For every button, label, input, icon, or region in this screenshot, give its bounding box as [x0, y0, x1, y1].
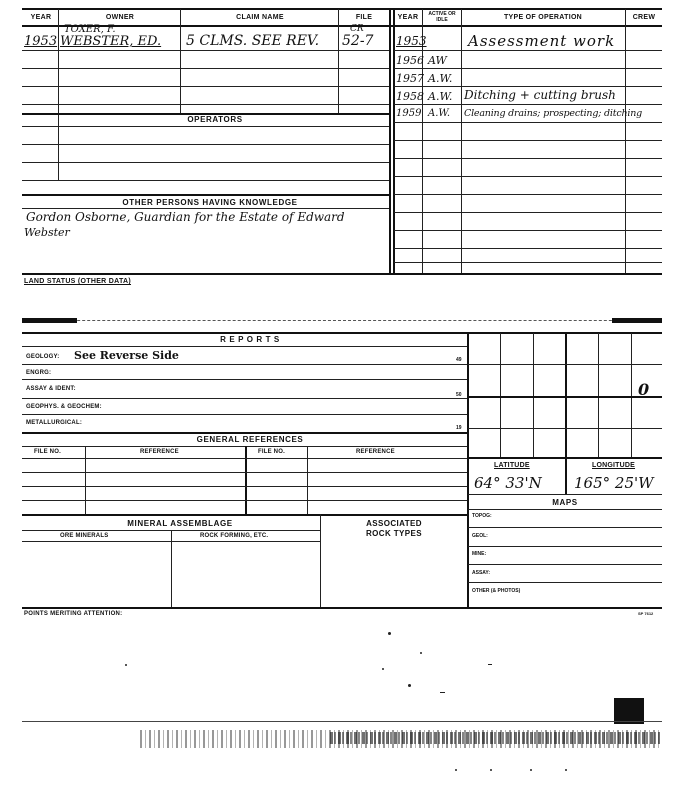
engrg-label: ENGRG: [26, 370, 52, 376]
geology-number: 49 [456, 357, 462, 363]
metallurgical-number: 19 [456, 425, 462, 431]
ore-minerals-label: ORE MINERALS [60, 533, 109, 539]
operation-status-5: A.W. [428, 108, 451, 119]
land-status-label: LAND STATUS (OTHER DATA) [24, 278, 132, 285]
operation-status-4: A.W. [428, 90, 453, 103]
owner-year: 1953 [24, 34, 58, 49]
reports-title: R E P O R T S [220, 335, 280, 344]
header-file: FILE [355, 14, 373, 21]
header-crew: CREW [632, 14, 656, 21]
header-owner: OWNER [105, 14, 135, 21]
other-persons-title: OTHER PERSONS HAVING KNOWLEDGE [122, 198, 298, 207]
header-claim-name: CLAIM NAME [236, 14, 284, 21]
claim-name: 5 CLMS. SEE REV. [186, 33, 320, 49]
geophys-label: GEOPHYS. & GEOCHEM: [26, 404, 102, 410]
operation-year-5: 1959 [396, 108, 422, 119]
operation-year-1: 1953 [396, 34, 427, 48]
other-persons-line1: Gordon Osborne, Guardian for the Estate of Edward [26, 210, 345, 224]
operation-type-5: Cleaning drains; prospecting; ditching [464, 108, 643, 119]
section-divider [22, 320, 662, 321]
owner-name-line2: WEBSTER, ED. [60, 34, 162, 49]
maps-other: OTHER (& PHOTOS) [472, 588, 521, 594]
rock-forming-label: ROCK FORMING, ETC. [200, 533, 269, 539]
latitude-label: LATITUDE [494, 462, 530, 469]
header-year-operation: YEAR [397, 14, 419, 21]
latitude-value: 64° 33'N [474, 474, 542, 492]
header-active-or-idle: ACTIVE OR IDLE [428, 11, 456, 23]
operators-title: OPERATORS [187, 115, 243, 124]
maps-topog: TOPOG: [472, 513, 492, 519]
maps-mine: MINE: [472, 551, 487, 557]
form-number: SP 7612 [638, 611, 654, 616]
other-persons-line2: Webster [24, 226, 70, 239]
operation-type-1: Assessment work [468, 32, 616, 50]
associated-label: ASSOCIATED [366, 519, 422, 528]
longitude-label: LONGITUDE [592, 462, 636, 469]
general-references-title: GENERAL REFERENCES [196, 435, 304, 444]
header-year: YEAR [30, 14, 52, 21]
grid-mark: 0 [638, 380, 650, 399]
operation-year-3: 1957 [396, 72, 424, 85]
owner-name-line1: TOXER, F. [64, 24, 116, 35]
operation-year-4: 1958 [396, 90, 424, 103]
geology-value: See Reverse Side [74, 349, 179, 362]
rock-types-label: ROCK TYPES [365, 529, 422, 538]
operation-year-2: 1956 [396, 54, 424, 67]
points-meriting-label: POINTS MERITING ATTENTION: [24, 611, 123, 617]
operation-status-3: A.W. [428, 72, 453, 85]
file-number-top: CR [350, 24, 364, 34]
maps-title: MAPS [552, 498, 578, 507]
file-number: 52-7 [342, 33, 374, 49]
longitude-value: 165° 25'W [574, 474, 654, 492]
maps-assay: ASSAY: [472, 570, 491, 576]
operation-type-4: Ditching + cutting brush [464, 88, 616, 102]
operation-status-2: AW [428, 54, 447, 67]
metallurgical-label: METALLURGICAL: [26, 420, 83, 426]
ref-col-reference: REFERENCE [140, 449, 179, 455]
assay-number: 50 [456, 392, 462, 398]
header-type-of-operation: TYPE OF OPERATION [503, 14, 583, 21]
assay-label: ASSAY & IDENT: [26, 386, 76, 392]
ref-col-reference-2: REFERENCE [356, 449, 395, 455]
geology-label: GEOLOGY: [26, 354, 60, 360]
ref-col-file-no: FILE NO. [34, 449, 61, 455]
maps-geol: GEOL: [472, 533, 488, 539]
ref-col-file-no-2: FILE NO. [258, 449, 285, 455]
mineral-assemblage-title: MINERAL ASSEMBLAGE [127, 519, 233, 528]
